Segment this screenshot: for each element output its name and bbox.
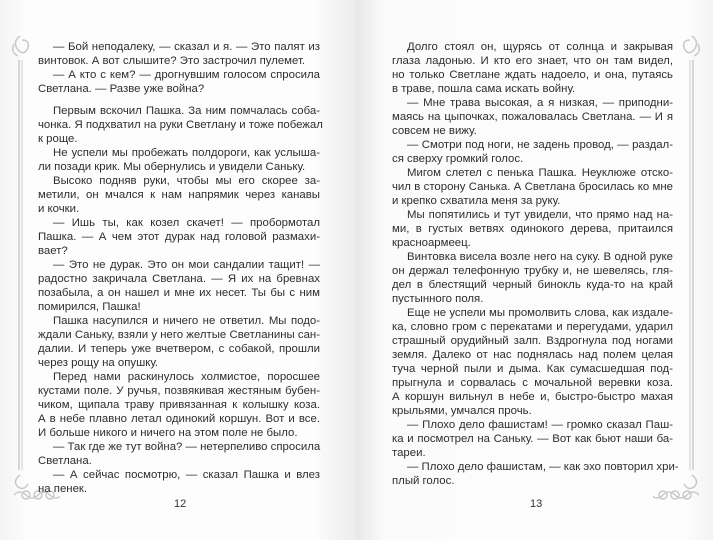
text-line: туча черной пыли и дыма. Как сумасшедшая под- — [392, 363, 673, 375]
paragraph — [392, 138, 673, 166]
section-break — [38, 96, 320, 104]
text-line: — А сейчас посмотрю, — сказал Пашка и влез — [53, 469, 320, 481]
paragraph — [38, 146, 320, 174]
text-line: ждали Саньку, взяли у него желтые Светланины сан- — [38, 329, 320, 341]
text-line: чонка. Я подхватил на руки Светлану и тоже побежал — [38, 119, 323, 131]
text-line: Еще не успели мы промолвить слова, как издале- — [407, 307, 673, 319]
text-line: ка и посмотрел на Саньку. — Вот как бьют наши ба- — [392, 433, 673, 445]
text-line: он держал телефонную трубку и, не шевелясь, гля- — [392, 265, 673, 277]
text-line: Первым вскочил Пашка. За ним помчалась соба- — [53, 105, 320, 117]
text-line: И больше никого и ничего на этом поле не было. — [38, 427, 298, 439]
paragraph — [38, 440, 320, 468]
text-line: ми, в густых ветвях одинокого дерева, притаился — [392, 223, 673, 235]
paragraph — [38, 314, 320, 370]
text-line: Винтовка висела возле него на суку. В одной руке — [407, 251, 673, 263]
text-line: ка, словно гром с перекатами и перегудами, ударил — [392, 321, 673, 333]
text-line: красноармеец. — [392, 237, 471, 249]
text-line: через рощу на опушку. — [38, 357, 159, 369]
text-line: Мы попятились и тут увидели, что прямо над на- — [407, 209, 673, 221]
right-page — [356, 0, 713, 540]
text-line: ли позади крик. Мы обернулись и увидели Саньку. — [38, 161, 306, 173]
paragraph — [38, 40, 320, 68]
paragraph — [392, 306, 673, 418]
page-number-right: 13 — [530, 498, 543, 510]
text-line: к роще. — [38, 133, 78, 145]
text-line: прыгнула и сорвалась с мочальной веревки коза. — [392, 377, 673, 389]
text-line: метили, он мчался к нам напрямик через канавы — [38, 189, 320, 201]
text-line: и кочки. — [38, 203, 80, 215]
text-line: чиком, щипала траву привязанная к колышку коза. — [38, 399, 320, 411]
right-page-text — [392, 40, 679, 488]
text-line: — А кто с кем? — дрогнувшим голосом спросила — [53, 69, 320, 81]
paragraph — [392, 166, 673, 208]
text-line: в траве, пошла сама искать войну. — [392, 83, 576, 95]
text-line: ся сверху громкий голос. — [392, 153, 524, 165]
paragraph — [38, 216, 320, 258]
text-line: глаза ладонью. И кто его знает, что он там видел, — [392, 55, 673, 67]
text-line: Высоко подняв руки, чтобы мы его скорее за- — [53, 175, 320, 187]
text-line: земля. Далеко от нас поднялась над полем целая — [392, 349, 673, 361]
paragraph — [38, 370, 320, 440]
page-number-left: 12 — [174, 498, 187, 510]
text-line: но только Светлане ждать надоело, и она, путаясь — [392, 69, 673, 81]
text-line: маясь на цыпочках, пожаловалась Светлана. — И я — [392, 111, 673, 123]
text-line: радостно закричала Светлана. — Я их на бревнах — [38, 273, 320, 285]
paragraph — [392, 460, 679, 488]
text-line: Пашка насупился и ничего не ответил. Мы подо- — [53, 315, 320, 327]
paragraph — [38, 468, 320, 496]
paragraph — [38, 174, 320, 216]
text-line: — Так где же тут война? — нетерпеливо спросила — [53, 441, 321, 453]
paragraph — [392, 250, 673, 306]
paragraph — [392, 418, 673, 460]
text-line: кустами поле. У ручья, позвякивая жестяным бубен- — [38, 385, 320, 397]
text-line: А в небе плавно летал одинокий коршун. Вот и все. — [38, 413, 320, 425]
text-line: винтовок. А вот слышите? Это застрочил пулемет. — [38, 55, 306, 67]
text-line: Светлана. — [38, 455, 92, 467]
paragraph — [38, 68, 320, 96]
text-line: Перед нами раскинулось холмистое, поросшее — [53, 371, 320, 383]
text-line: — Смотри под ноги, не задень провод, — раздал- — [407, 139, 673, 151]
text-line: дел в блестящий черный бинокль куда-то на край — [392, 279, 673, 291]
paragraph — [392, 96, 673, 138]
text-line: совсем не вижу. — [392, 125, 477, 137]
text-line: крыльями, умчался прочь. — [392, 405, 532, 417]
text-line: позабыла, а он нашел и мне их несет. Ты бы с ним — [38, 287, 320, 299]
text-line: Долго стоял он, щурясь от солнца и закрывая — [407, 41, 673, 53]
text-line: — Плохо дело фашистам, — как эхо повторил хри- — [407, 461, 679, 473]
text-line: плый голос. — [392, 475, 455, 487]
text-line: тареи. — [392, 447, 426, 459]
text-line: и крепко схватила меня за руку. — [392, 195, 561, 207]
text-line: — Ишь ты, как козел скачет! — пробормотал — [53, 217, 320, 229]
paragraph — [392, 40, 673, 96]
text-line: — Плохо дело фашистам! — громко сказал Паш- — [407, 419, 673, 431]
text-line: далии. И теперь уже вчетвером, с собакой, прошли — [38, 343, 320, 355]
text-line: Не успели мы пробежать полдороги, как услыша- — [53, 147, 320, 159]
text-line: Светлана. — Разве уже война? — [38, 83, 205, 95]
text-line: чил в сторону Санька. А Светлана бросилась ко мне — [392, 181, 673, 193]
text-line: на пенек. — [38, 483, 88, 495]
text-line: — Мне трава высокая, а я низкая, — приподни- — [407, 97, 673, 109]
text-line: вает? — [38, 245, 68, 257]
paragraph — [38, 258, 320, 314]
paragraph — [392, 208, 673, 250]
left-page — [0, 0, 356, 540]
text-line: Пашка. — А чем этот дурак над головой размахи- — [38, 231, 320, 243]
text-line: Мигом слетел с пенька Пашка. Неуклюже отско- — [407, 167, 673, 179]
paragraph — [38, 104, 323, 146]
text-line: — Это не дурак. Это он мои сандалии тащит! — — [53, 259, 320, 271]
left-page-text — [38, 40, 323, 496]
text-line: страшный орудийный залп. Вздрогнула под ногами — [392, 335, 673, 347]
text-line: — Бой неподалеку, — сказал и я. — Это палят из — [53, 41, 320, 53]
text-line: пустынного поля. — [392, 293, 484, 305]
text-line: помирился, Пашка! — [38, 301, 141, 313]
text-line: А коршун вильнул в небе и, быстро-быстро махая — [392, 391, 673, 403]
